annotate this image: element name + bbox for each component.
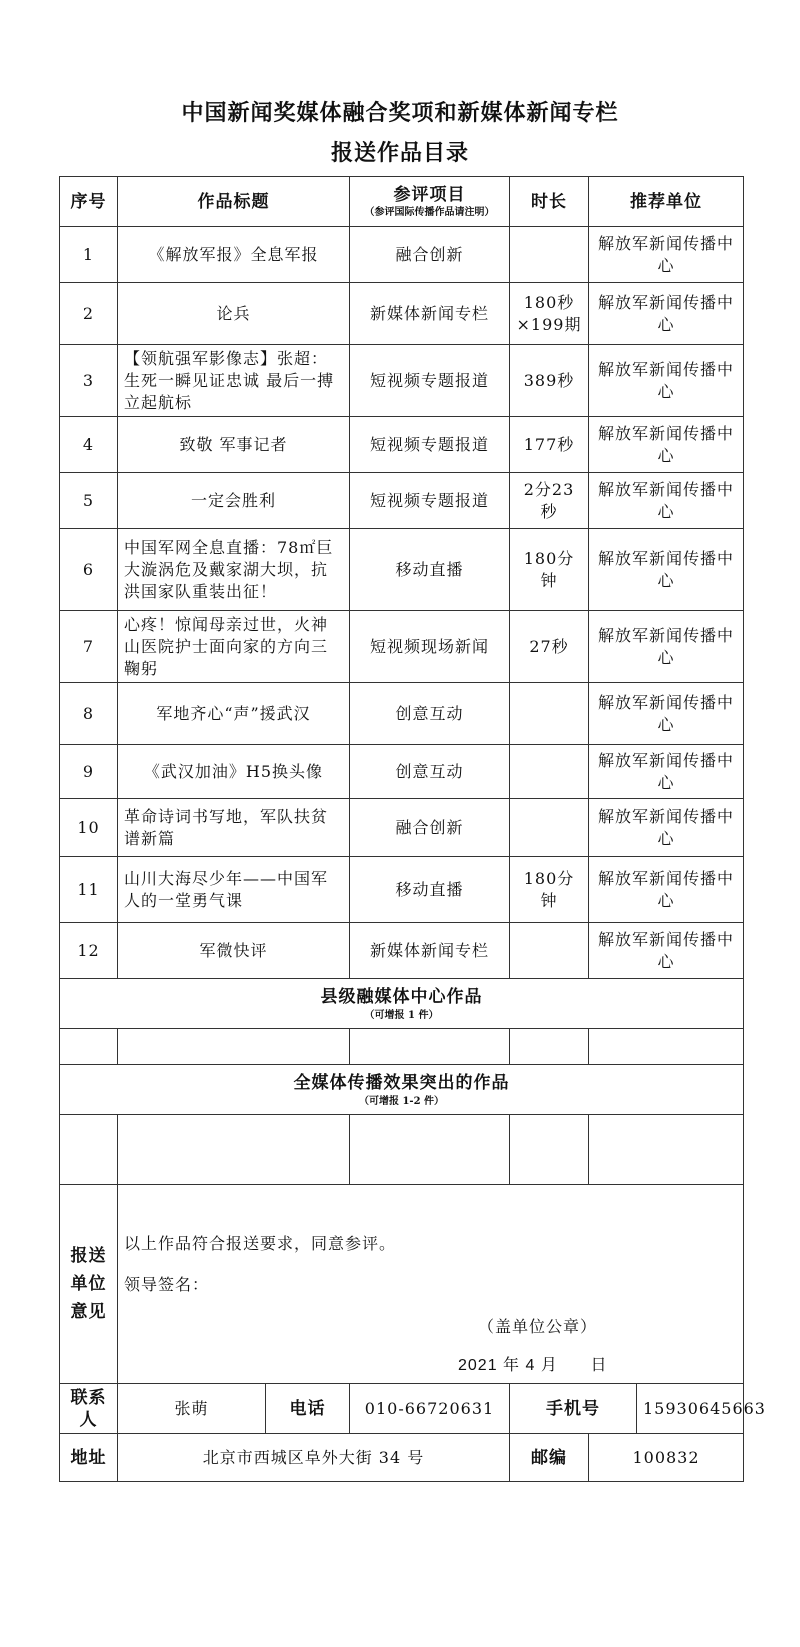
allmedia-section-note: （可增报 1-2 件） <box>358 1095 445 1107</box>
row-duration: 389秒 <box>510 345 589 417</box>
header-seq: 序号 <box>60 177 118 227</box>
phone-value: 010-66720631 <box>350 1384 510 1434</box>
blank-cell <box>60 1029 118 1065</box>
county-section-cell <box>60 979 744 1029</box>
row-title: 论兵 <box>118 283 350 345</box>
row-unit: 解放军新闻传播中心 <box>589 745 744 799</box>
document-title: 中国新闻奖媒体融合奖项和新媒体新闻专栏 <box>181 100 619 126</box>
row-seq: 7 <box>60 611 118 683</box>
county-section-header <box>60 979 744 1029</box>
works-table <box>59 176 766 1482</box>
blank-cell <box>350 1115 510 1185</box>
row-seq: 9 <box>60 745 118 799</box>
row-title: 革命诗词书写地，军队扶贫谱新篇 <box>118 799 350 857</box>
phone-label: 电话 <box>266 1384 350 1434</box>
blank-cell <box>589 1115 744 1185</box>
table-row <box>60 283 744 345</box>
contact-name: 张萌 <box>118 1384 266 1434</box>
row-duration <box>510 923 589 979</box>
table-row <box>60 857 744 923</box>
row-category: 融合创新 <box>350 799 510 857</box>
allmedia-blank-row <box>60 1115 744 1185</box>
table-row <box>60 683 744 745</box>
row-category: 创意互动 <box>350 745 510 799</box>
row-title: 【领航强军影像志】张超：生死一瞬见证忠诚 最后一搏立起航标 <box>118 345 350 417</box>
address-value: 北京市西城区阜外大街 34 号 <box>118 1434 510 1482</box>
row-category: 短视频专题报道 <box>350 345 510 417</box>
header-title: 作品标题 <box>118 177 350 227</box>
document-subtitle: 报送作品目录 <box>330 140 469 166</box>
row-unit: 解放军新闻传播中心 <box>589 417 744 473</box>
row-seq: 12 <box>60 923 118 979</box>
row-seq: 11 <box>60 857 118 923</box>
row-category: 短视频现场新闻 <box>350 611 510 683</box>
row-duration: 177秒 <box>510 417 589 473</box>
table-row <box>60 473 744 529</box>
table-row <box>60 745 744 799</box>
row-unit: 解放军新闻传播中心 <box>589 683 744 745</box>
blank-cell <box>510 1115 589 1185</box>
row-seq: 3 <box>60 345 118 417</box>
opinion-signature: 领导签名： <box>124 1277 210 1294</box>
row-unit: 解放军新闻传播中心 <box>589 923 744 979</box>
row-category: 移动直播 <box>350 857 510 923</box>
table-row <box>60 227 744 283</box>
row-category: 新媒体新闻专栏 <box>350 283 510 345</box>
row-title: 《武汉加油》H5换头像 <box>118 745 350 799</box>
row-seq: 2 <box>60 283 118 345</box>
row-category: 融合创新 <box>350 227 510 283</box>
blank-cell <box>60 1115 118 1185</box>
postcode-value: 100832 <box>589 1434 744 1482</box>
blank-cell <box>589 1029 744 1065</box>
contact-label: 联系人 <box>60 1384 118 1434</box>
row-unit: 解放军新闻传播中心 <box>589 283 744 345</box>
row-duration: 180分钟 <box>510 529 589 611</box>
address-row <box>60 1434 744 1482</box>
row-duration: 180分钟 <box>510 857 589 923</box>
opinion-statement: 以上作品符合报送要求，同意参评。 <box>124 1234 397 1253</box>
county-section-title: 县级融媒体中心作品 <box>320 986 483 1007</box>
opinion-cell <box>118 1185 744 1384</box>
row-title: 《解放军报》全息军报 <box>118 227 350 283</box>
row-unit: 解放军新闻传播中心 <box>589 473 744 529</box>
row-title: 中国军网全息直播：78㎡巨大漩涡危及戴家湖大坝，抗洪国家队重装出征！ <box>118 529 350 611</box>
row-duration: 180秒×199期 <box>510 283 589 345</box>
postcode-label: 邮编 <box>510 1434 589 1482</box>
blank-cell <box>118 1115 350 1185</box>
table-row <box>60 345 744 417</box>
row-title: 致敬 军事记者 <box>118 417 350 473</box>
row-title: 一定会胜利 <box>118 473 350 529</box>
row-category: 移动直播 <box>350 529 510 611</box>
header-row <box>60 177 744 227</box>
row-unit: 解放军新闻传播中心 <box>589 227 744 283</box>
blank-cell <box>510 1029 589 1065</box>
opinion-seal: （盖单位公章） <box>478 1319 598 1336</box>
table-row <box>60 799 744 857</box>
blank-cell <box>350 1029 510 1065</box>
row-duration: 2分23秒 <box>510 473 589 529</box>
row-unit: 解放军新闻传播中心 <box>589 345 744 417</box>
allmedia-section-title: 全媒体传播效果突出的作品 <box>293 1072 510 1093</box>
county-section-note: （可增报 1 件） <box>364 1009 439 1021</box>
blank-cell <box>118 1029 350 1065</box>
row-title: 军微快评 <box>118 923 350 979</box>
row-duration <box>510 227 589 283</box>
table-row <box>60 529 744 611</box>
row-duration: 27秒 <box>510 611 589 683</box>
header-category-label: 参评项目 <box>393 184 466 205</box>
mobile-label: 手机号 <box>510 1384 637 1434</box>
row-seq: 1 <box>60 227 118 283</box>
row-unit: 解放军新闻传播中心 <box>589 529 744 611</box>
row-duration <box>510 745 589 799</box>
mobile-value: 15930645663 <box>637 1384 744 1434</box>
row-title: 山川大海尽少年——中国军人的一堂勇气课 <box>118 857 350 923</box>
table-row <box>60 611 744 683</box>
allmedia-section-header <box>60 1065 744 1115</box>
county-blank-row <box>60 1029 744 1065</box>
table-row <box>60 417 744 473</box>
row-seq: 5 <box>60 473 118 529</box>
row-duration <box>510 683 589 745</box>
row-duration <box>510 799 589 857</box>
opinion-label: 报送单位意见 <box>60 1185 118 1384</box>
row-unit: 解放军新闻传播中心 <box>589 857 744 923</box>
row-unit: 解放军新闻传播中心 <box>589 799 744 857</box>
address-label: 地址 <box>60 1434 118 1482</box>
row-seq: 6 <box>60 529 118 611</box>
header-duration: 时长 <box>510 177 589 227</box>
opinion-body <box>118 1185 743 1383</box>
row-seq: 10 <box>60 799 118 857</box>
row-category: 短视频专题报道 <box>350 417 510 473</box>
row-unit: 解放军新闻传播中心 <box>589 611 744 683</box>
row-seq: 8 <box>60 683 118 745</box>
row-seq: 4 <box>60 417 118 473</box>
contact-row <box>60 1384 744 1434</box>
row-category: 短视频专题报道 <box>350 473 510 529</box>
header-category-note: （参评国际传播作品请注明） <box>364 206 495 218</box>
row-title: 军地齐心“声”援武汉 <box>118 683 350 745</box>
header-unit: 推荐单位 <box>589 177 744 227</box>
row-category: 新媒体新闻专栏 <box>350 923 510 979</box>
row-category: 创意互动 <box>350 683 510 745</box>
opinion-date: 2021 年 4 月 日 <box>458 1357 608 1374</box>
opinion-row <box>60 1185 744 1384</box>
table-row <box>60 923 744 979</box>
header-category <box>350 177 510 227</box>
allmedia-section-cell <box>60 1065 744 1115</box>
row-title: 心疼！惊闻母亲过世，火神山医院护士面向家的方向三鞠躬 <box>118 611 350 683</box>
